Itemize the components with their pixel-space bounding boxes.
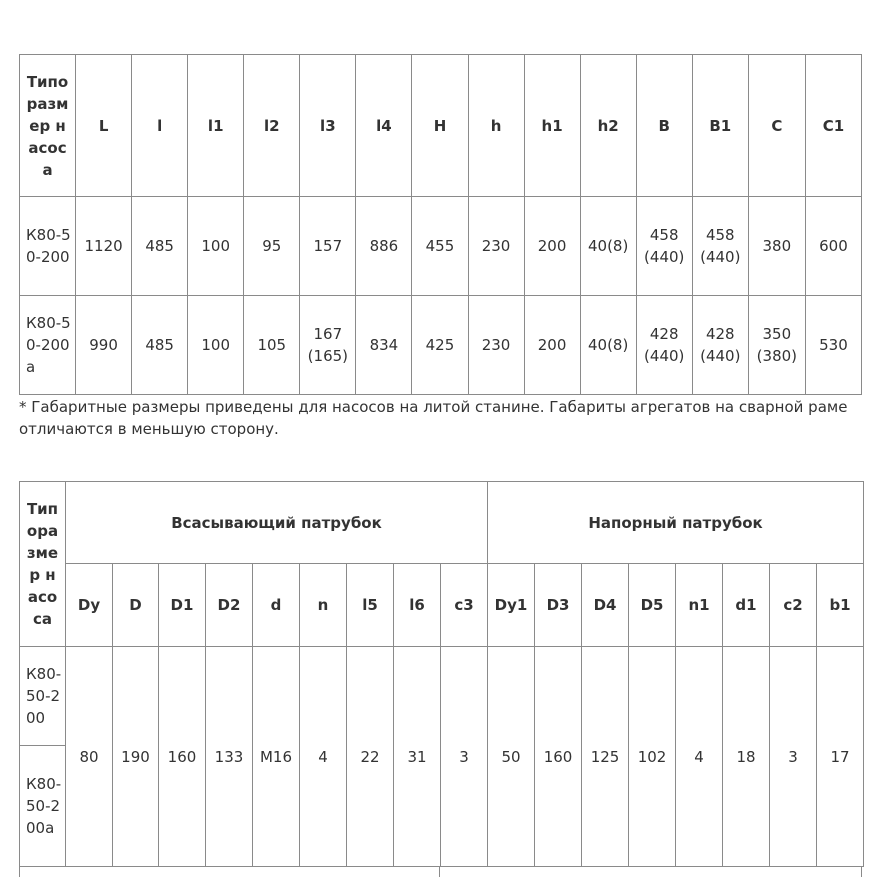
column-header: L: [76, 55, 132, 197]
table-cell: 125: [582, 647, 629, 867]
table-row: [20, 197, 862, 296]
table-cell: 834: [356, 296, 412, 395]
column-header: l4: [356, 55, 412, 197]
table-header-row: [20, 564, 864, 647]
table-cell: 530: [805, 296, 861, 395]
next-table-border: [19, 866, 862, 867]
table-cell: 4: [300, 647, 347, 867]
table-cell: 1120: [76, 197, 132, 296]
table-cell: 428 (440): [636, 296, 692, 395]
next-table-border: [861, 866, 862, 877]
table-cell: 425: [412, 296, 468, 395]
column-header: c3: [441, 564, 488, 647]
table-cell: 200: [524, 197, 580, 296]
column-header: h2: [580, 55, 636, 197]
table-cell: 200: [524, 296, 580, 395]
column-header: h1: [524, 55, 580, 197]
discharge-header: Напорный патрубок: [488, 482, 864, 564]
table-cell: 3: [770, 647, 817, 867]
table-cell: 350 (380): [748, 296, 805, 395]
table-cell: 22: [347, 647, 394, 867]
column-header: c2: [770, 564, 817, 647]
table-cell: 133: [206, 647, 253, 867]
column-header: l2: [244, 55, 300, 197]
column-header: D4: [582, 564, 629, 647]
table-cell: 380: [748, 197, 805, 296]
column-header: l6: [394, 564, 441, 647]
column-header: b1: [817, 564, 864, 647]
model-cell: К80-50-200а: [20, 746, 66, 867]
type-header: Типоразмер насоса: [20, 55, 76, 197]
table-cell: 428 (440): [692, 296, 748, 395]
next-table-border: [439, 866, 440, 877]
column-header: Dy: [66, 564, 113, 647]
table-cell: 40(8): [580, 197, 636, 296]
table-cell: 485: [132, 197, 188, 296]
table-cell: 100: [188, 296, 244, 395]
table-cell: 458 (440): [692, 197, 748, 296]
model-cell: К80-50-200: [20, 197, 76, 296]
table-cell: 458 (440): [636, 197, 692, 296]
table-row: [20, 296, 862, 395]
table-cell: 160: [159, 647, 206, 867]
column-header: C1: [805, 55, 861, 197]
table-cell: 455: [412, 197, 468, 296]
table-cell: М16: [253, 647, 300, 867]
table-cell: 18: [723, 647, 770, 867]
table-cell: 31: [394, 647, 441, 867]
table-header-row: [20, 55, 862, 197]
column-header: C: [748, 55, 805, 197]
column-header: l5: [347, 564, 394, 647]
table-cell: 102: [629, 647, 676, 867]
table-cell: 600: [805, 197, 861, 296]
flanges-table: [19, 481, 864, 867]
table-row: [20, 647, 864, 746]
column-header: D3: [535, 564, 582, 647]
column-header: l: [132, 55, 188, 197]
table-cell: 190: [113, 647, 159, 867]
table-cell: 485: [132, 296, 188, 395]
column-header: n: [300, 564, 347, 647]
table-cell: 80: [66, 647, 113, 867]
column-header: d: [253, 564, 300, 647]
column-header: D1: [159, 564, 206, 647]
column-header: h: [468, 55, 524, 197]
table-cell: 990: [76, 296, 132, 395]
next-table-border: [19, 866, 20, 877]
column-header: d1: [723, 564, 770, 647]
column-header: n1: [676, 564, 723, 647]
column-header: Dy1: [488, 564, 535, 647]
column-header: H: [412, 55, 468, 197]
column-header: B: [636, 55, 692, 197]
table-cell: 95: [244, 197, 300, 296]
table-cell: 100: [188, 197, 244, 296]
column-header: D2: [206, 564, 253, 647]
table-cell: 230: [468, 197, 524, 296]
model-cell: К80-50-200: [20, 647, 66, 746]
model-cell: К80-50-200а: [20, 296, 76, 395]
table-cell: 4: [676, 647, 723, 867]
type-header: Типоразмер насоса: [20, 482, 66, 647]
table-cell: 17: [817, 647, 864, 867]
table-cell: 50: [488, 647, 535, 867]
footnote: * Габаритные размеры приведены для насосов на литой станине. Габариты агрегатов на сварной раме отличаются в меньшую сторону.: [19, 398, 848, 438]
table-cell: 3: [441, 647, 488, 867]
table-header-row: [20, 482, 864, 564]
table-cell: 160: [535, 647, 582, 867]
column-header: D: [113, 564, 159, 647]
table-cell: 230: [468, 296, 524, 395]
table-cell: 167 (165): [300, 296, 356, 395]
table-cell: 40(8): [580, 296, 636, 395]
table-cell: 886: [356, 197, 412, 296]
table-cell: 105: [244, 296, 300, 395]
column-header: B1: [692, 55, 748, 197]
dimensions-table: [19, 54, 862, 395]
table-cell: 157: [300, 197, 356, 296]
column-header: l1: [188, 55, 244, 197]
column-header: D5: [629, 564, 676, 647]
suction-header: Всасывающий патрубок: [66, 482, 488, 564]
column-header: l3: [300, 55, 356, 197]
